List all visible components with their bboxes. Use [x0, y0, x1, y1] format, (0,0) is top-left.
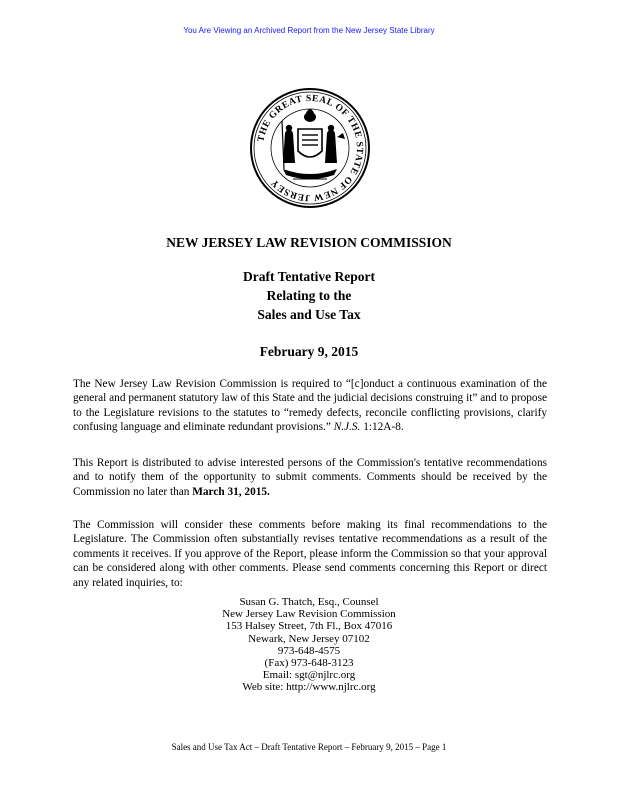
contact-block — [0, 596, 618, 694]
report-title — [0, 267, 618, 324]
seal-legend: THE GREAT SEAL OF THE STATE OF NEW JERSEY — [256, 93, 365, 203]
comment-deadline: March 31, 2015. — [192, 485, 270, 498]
contact-street: 153 Halsey Street, 7th Fl., Box 47016 — [225, 620, 393, 633]
statute-citation: N.J.S. — [333, 421, 361, 434]
report-title-line: Relating to the — [266, 288, 352, 303]
contact-phone: 973-648-4575 — [277, 644, 341, 657]
report-title-line: Draft Tentative Report — [243, 269, 375, 284]
state-seal-graphic — [249, 87, 371, 209]
distribution-paragraph — [73, 456, 547, 499]
report-date: February 9, 2015 — [259, 344, 359, 359]
contact-organization: New Jersey Law Revision Commission — [222, 608, 396, 621]
archive-banner: You Are Viewing an Archived Report from the New Jersey State Library — [183, 26, 435, 35]
comments-paragraph: The Commission will consider these comments before making its final recommendations to the Legislature. The Commission often substantially revises tentative recommendations as a result of the comments it receives. If you approve of the Report, please inform the Commission so that your approval can be considered along with other comments. Please send comments concerning this Report or direct any related inquiries, to: — [73, 519, 547, 589]
page-footer: Sales and Use Tax Act – Draft Tentative Report – February 9, 2015 – Page 1 — [171, 742, 447, 752]
statute-section: 1:12A-8. — [360, 421, 404, 434]
commission-name: NEW JERSEY LAW REVISION COMMISSION — [166, 235, 452, 250]
contact-fax: (Fax) 973-648-3123 — [264, 657, 354, 670]
distribution-text: This Report is distributed to advise interested persons of the Commission's tentative recommendations and to notify them of the opportunity to submit comments. Comments should be received by the Commission no later than — [73, 457, 547, 498]
contact-city: Newark, New Jersey 07102 — [248, 632, 370, 645]
report-title-line: Sales and Use Tax — [257, 307, 361, 322]
mandate-paragraph — [73, 377, 547, 435]
state-seal — [249, 87, 371, 209]
contact-name: Susan G. Thatch, Esq., Counsel — [239, 596, 379, 608]
mandate-text: The New Jersey Law Revision Commission is required to “[c]onduct a continuous examination of the general and permanent statutory law of this State and the judicial decisions construing it” and to propose to the Legislature revisions to the statutes to “remedy defects, reconcile conflicting provisions, clarify confusing language and eliminate redundant provisions.” — [73, 378, 547, 434]
contact-email[interactable]: Email: sgt@njlrc.org — [262, 669, 356, 682]
contact-website[interactable]: Web site: http://www.njlrc.org — [242, 681, 376, 694]
